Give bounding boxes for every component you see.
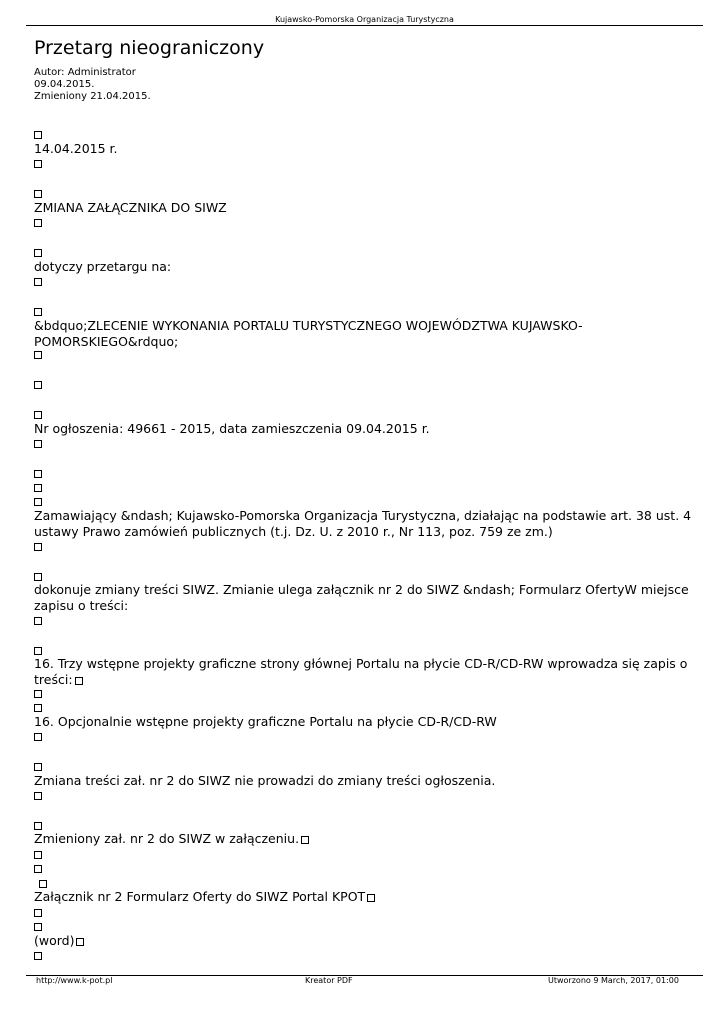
change-title: ZMIANA ZAŁĄCZNIKA DO SIWZ: [34, 200, 227, 215]
footer-generator: Kreator PDF: [305, 976, 353, 985]
placeholder-box: [367, 894, 375, 902]
placeholder-box: [34, 704, 42, 712]
placeholder-box: [34, 440, 42, 448]
word-link[interactable]: (word): [34, 933, 75, 948]
placeholder-box: [34, 190, 42, 198]
placeholder-box: [301, 836, 309, 844]
placeholder-box: [34, 851, 42, 859]
placeholder-box: [34, 351, 42, 359]
placeholder-box: [34, 617, 42, 625]
placeholder-box: [34, 763, 42, 771]
placeholder-box: [34, 498, 42, 506]
ordering-party: Zamawiający &ndash; Kujawsko-Pomorska Organizacja Turystyczna, działając na podstawie art. 38 ust. 4 ustawy Prawo zamówień publicznych (t.j. Dz. U. z 2010 r., Nr 113, poz. 759 ze zm.): [34, 508, 692, 539]
placeholder-box: [34, 411, 42, 419]
publish-date: 09.04.2015.: [34, 79, 95, 90]
concerns-line: dotyczy przetargu na:: [34, 259, 172, 274]
placeholder-box: [76, 938, 84, 946]
placeholder-box: [34, 160, 42, 168]
content-date: 14.04.2015 r.: [34, 141, 118, 156]
placeholder-box: [34, 131, 42, 139]
header-site-name: Kujawsko-Pomorska Organizacja Turystyczna: [275, 15, 454, 24]
placeholder-box: [34, 381, 42, 389]
attachment-link[interactable]: Załącznik nr 2 Formularz Oferty do SIWZ Portal KPOT: [34, 889, 366, 904]
placeholder-box: [34, 923, 42, 931]
placeholder-box: [34, 543, 42, 551]
placeholder-box: [34, 573, 42, 581]
placeholder-box: [75, 677, 83, 685]
changes-description: dokonuje zmiany treści SIWZ. Zmianie ulega załącznik nr 2 do SIWZ &ndash; Formularz OfertyW miejsce zapisu o treści:: [34, 582, 689, 613]
header-divider: [26, 25, 703, 26]
placeholder-box: [34, 733, 42, 741]
item-old: 16. Trzy wstępne projekty graficzne strony głównej Portalu na płycie CD-R/CD-RW wprowadza się zapis o treści:: [34, 656, 688, 687]
author-line: Autor: Administrator: [34, 67, 136, 78]
footer-created: Utworzono 9 March, 2017, 01:00: [548, 976, 679, 985]
placeholder-box: [34, 792, 42, 800]
attached-note: Zmieniony zał. nr 2 do SIWZ w załączeniu.: [34, 831, 300, 846]
placeholder-box: [34, 690, 42, 698]
placeholder-box: [34, 865, 42, 873]
placeholder-box: [34, 219, 42, 227]
notice-number: Nr ogłoszenia: 49661 - 2015, data zamieszczenia 09.04.2015 r.: [34, 421, 430, 436]
placeholder-box: [34, 470, 42, 478]
item-new: 16. Opcjonalnie wstępne projekty graficzne Portalu na płycie CD-R/CD-RW: [34, 714, 497, 729]
placeholder-box: [34, 484, 42, 492]
tender-name: &bdquo;ZLECENIE WYKONANIA PORTALU TURYSTYCZNEGO WOJEWÓDZTWA KUJAWSKO-POMORSKIEGO&rdquo;: [34, 318, 583, 349]
page-title: Przetarg nieograniczony: [34, 37, 265, 59]
modified-date: Zmieniony 21.04.2015.: [34, 91, 151, 102]
placeholder-box: [34, 308, 42, 316]
placeholder-box: [34, 952, 42, 960]
placeholder-box: [34, 278, 42, 286]
footer-url[interactable]: http://www.k-pot.pl: [36, 976, 113, 985]
no-change-note: Zmiana treści zał. nr 2 do SIWZ nie prowadzi do zmiany treści ogłoszenia.: [34, 773, 496, 788]
placeholder-box: [34, 822, 42, 830]
placeholder-box: [34, 909, 42, 917]
placeholder-box: [39, 880, 47, 888]
placeholder-box: [34, 249, 42, 257]
placeholder-box: [34, 647, 42, 655]
